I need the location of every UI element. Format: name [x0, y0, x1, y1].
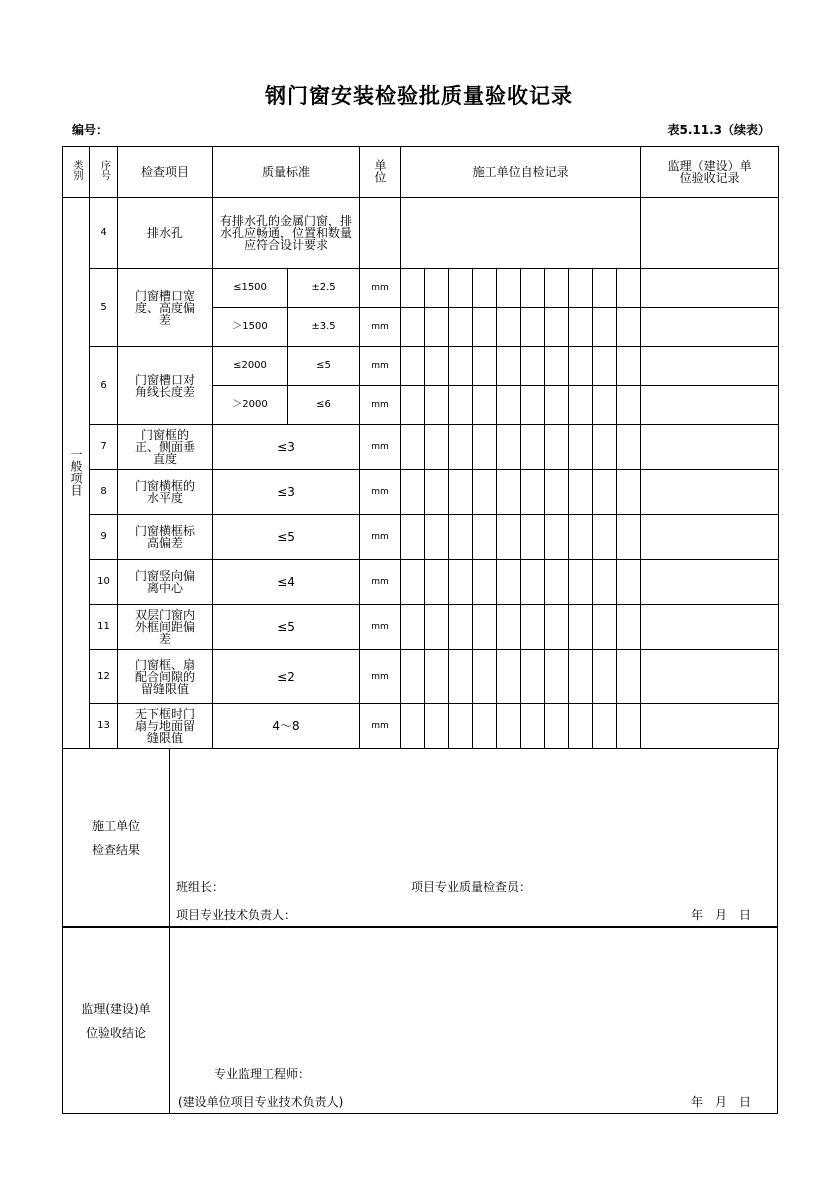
self-check-cell[interactable] — [473, 650, 497, 704]
self-check-cell[interactable] — [545, 515, 569, 560]
table-number: 表5.11.3（续表） — [667, 123, 770, 137]
self-check-cell[interactable] — [401, 704, 425, 749]
self-check-cell[interactable] — [521, 425, 545, 470]
self-check-cell[interactable] — [521, 269, 545, 308]
item-cell: 门窗竖向偏离中心 — [118, 560, 213, 605]
self-check-cell[interactable] — [593, 605, 617, 650]
self-check-cell[interactable] — [401, 560, 425, 605]
owner-rep-label: (建设单位项目专业技术负责人) — [178, 1095, 344, 1109]
seq-cell: 7 — [90, 425, 118, 470]
supervision-cell[interactable] — [641, 198, 779, 269]
self-check-cell[interactable] — [545, 269, 569, 308]
self-check-cell[interactable] — [449, 515, 473, 560]
self-check-cell[interactable] — [617, 470, 641, 515]
self-check-cell[interactable] — [473, 386, 497, 425]
unit-cell: mm — [360, 269, 401, 308]
self-check-cell[interactable] — [497, 470, 521, 515]
self-check-cell[interactable] — [425, 308, 449, 347]
item-cell: 无下框时门扇与地面留缝限值 — [118, 704, 213, 749]
seq-cell: 12 — [90, 650, 118, 704]
engineer-label: 专业监理工程师： — [214, 1067, 311, 1081]
self-check-cell[interactable] — [473, 347, 497, 386]
seq-cell: 11 — [90, 605, 118, 650]
standard-cell: ≤3 — [213, 470, 360, 515]
category-cell — [63, 198, 90, 749]
supervision-cell[interactable] — [641, 515, 779, 560]
self-check-cell[interactable] — [449, 269, 473, 308]
self-check-cell[interactable] — [425, 515, 449, 560]
table-row — [63, 605, 779, 650]
self-check-cell[interactable] — [497, 650, 521, 704]
supervision-cell[interactable] — [641, 704, 779, 749]
supervision-conclusion-label: 监理(建设)单 位验收结论 — [63, 928, 170, 1113]
self-check-cell[interactable] — [617, 560, 641, 605]
condition-cell: ＞2000 — [213, 386, 288, 425]
table-row — [63, 560, 779, 605]
self-check-cell[interactable] — [593, 425, 617, 470]
construction-result-label: 施工单位 检查结果 — [63, 749, 170, 926]
self-check-cell[interactable] — [497, 308, 521, 347]
condition-cell: ≤1500 — [213, 269, 288, 308]
self-check-cell[interactable] — [473, 515, 497, 560]
self-check-cell[interactable] — [569, 425, 593, 470]
self-check-cell[interactable] — [401, 425, 425, 470]
seq-cell: 9 — [90, 515, 118, 560]
unit-cell: mm — [360, 308, 401, 347]
self-check-cell[interactable] — [521, 515, 545, 560]
standard-cell: ≤5 — [213, 605, 360, 650]
self-check-cell[interactable] — [473, 425, 497, 470]
self-check-cell[interactable] — [473, 704, 497, 749]
self-check-cell[interactable] — [449, 308, 473, 347]
self-check-cell[interactable] — [593, 470, 617, 515]
self-check-cell[interactable] — [617, 425, 641, 470]
self-check-cell[interactable] — [569, 269, 593, 308]
self-check-cell[interactable] — [617, 308, 641, 347]
header-unit: 单位 — [360, 147, 401, 198]
self-check-cell[interactable] — [425, 605, 449, 650]
unit-cell — [360, 198, 401, 269]
standard-cell: ≤4 — [213, 560, 360, 605]
self-check-cell[interactable] — [401, 470, 425, 515]
supervision-cell[interactable] — [641, 386, 779, 425]
seq-cell: 13 — [90, 704, 118, 749]
self-check-cell[interactable] — [425, 269, 449, 308]
self-check-cell[interactable] — [497, 425, 521, 470]
self-check-cell[interactable] — [473, 269, 497, 308]
header-supervision: 监理（建设）单位验收记录 — [641, 147, 779, 198]
self-check-cell[interactable] — [401, 386, 425, 425]
self-check-cell[interactable] — [569, 515, 593, 560]
self-check-cell[interactable] — [449, 425, 473, 470]
self-check-cell[interactable] — [569, 650, 593, 704]
self-check-cell[interactable] — [569, 560, 593, 605]
self-check-cell[interactable] — [617, 347, 641, 386]
self-check-cell[interactable] — [521, 386, 545, 425]
self-check-cell[interactable] — [593, 386, 617, 425]
supervision-cell[interactable] — [641, 650, 779, 704]
table-row — [63, 347, 779, 386]
self-check-cell[interactable] — [617, 704, 641, 749]
table-row — [63, 425, 779, 470]
self-check-cell[interactable] — [473, 605, 497, 650]
tolerance-cell: ±2.5 — [288, 269, 360, 308]
category-label: 一般项目 — [69, 448, 83, 496]
self-check-cell[interactable] — [449, 560, 473, 605]
table-row — [63, 515, 779, 560]
supervision-conclusion-section — [62, 927, 778, 1114]
self-check-cell[interactable] — [401, 198, 641, 269]
self-check-cell[interactable] — [425, 560, 449, 605]
self-check-cell[interactable] — [401, 308, 425, 347]
self-check-cell[interactable] — [593, 650, 617, 704]
self-check-cell[interactable] — [545, 308, 569, 347]
supervision-cell[interactable] — [641, 308, 779, 347]
self-check-cell[interactable] — [569, 347, 593, 386]
condition-cell: ≤2000 — [213, 347, 288, 386]
self-check-cell[interactable] — [593, 347, 617, 386]
self-check-cell[interactable] — [545, 605, 569, 650]
standard-cell: ≤2 — [213, 650, 360, 704]
self-check-cell[interactable] — [473, 470, 497, 515]
supervision-cell[interactable] — [641, 605, 779, 650]
unit-cell: mm — [360, 560, 401, 605]
item-cell: 排水孔 — [118, 198, 213, 269]
unit-cell: mm — [360, 605, 401, 650]
unit-cell: mm — [360, 347, 401, 386]
self-check-cell[interactable] — [545, 704, 569, 749]
unit-cell: mm — [360, 650, 401, 704]
self-check-cell[interactable] — [545, 425, 569, 470]
standard-cell: 有排水孔的金属门窗，排水孔应畅通，位置和数量应符合设计要求 — [213, 198, 360, 269]
self-check-cell[interactable] — [425, 650, 449, 704]
header-seq: 序号 — [90, 147, 118, 198]
self-check-cell[interactable] — [425, 425, 449, 470]
header-row — [63, 147, 779, 198]
supervision-cell[interactable] — [641, 560, 779, 605]
tolerance-cell: ≤5 — [288, 347, 360, 386]
self-check-cell[interactable] — [521, 650, 545, 704]
self-check-cell[interactable] — [617, 515, 641, 560]
item-cell: 门窗横框标高偏差 — [118, 515, 213, 560]
self-check-cell[interactable] — [521, 308, 545, 347]
self-check-cell[interactable] — [497, 704, 521, 749]
standard-cell: ≤5 — [213, 515, 360, 560]
header-standard: 质量标准 — [213, 147, 360, 198]
construction-result-section — [62, 748, 778, 927]
item-cell: 门窗框、扇配合间隙的留缝限值 — [118, 650, 213, 704]
header-item: 检查项目 — [118, 147, 213, 198]
self-check-cell[interactable] — [593, 515, 617, 560]
supervision-cell[interactable] — [641, 269, 779, 308]
self-check-cell[interactable] — [425, 704, 449, 749]
self-check-cell[interactable] — [569, 605, 593, 650]
self-check-cell[interactable] — [449, 605, 473, 650]
unit-cell: mm — [360, 386, 401, 425]
self-check-cell[interactable] — [569, 308, 593, 347]
supervision-cell[interactable] — [641, 470, 779, 515]
item-cell: 门窗横框的水平度 — [118, 470, 213, 515]
standard-cell: 4～8 — [213, 704, 360, 749]
self-check-cell[interactable] — [521, 704, 545, 749]
standard-cell: ≤3 — [213, 425, 360, 470]
self-check-cell[interactable] — [593, 704, 617, 749]
unit-cell: mm — [360, 515, 401, 560]
self-check-cell[interactable] — [545, 347, 569, 386]
code-label: 编号： — [72, 123, 109, 137]
self-check-cell[interactable] — [497, 269, 521, 308]
construction-date: 年 月 日 — [691, 908, 752, 922]
team-leader-label: 班组长： — [176, 880, 225, 894]
seq-cell: 5 — [90, 269, 118, 347]
self-check-cell[interactable] — [569, 704, 593, 749]
tolerance-cell: ±3.5 — [288, 308, 360, 347]
self-check-cell[interactable] — [497, 605, 521, 650]
table-row — [63, 650, 779, 704]
self-check-cell[interactable] — [449, 470, 473, 515]
self-check-cell[interactable] — [473, 560, 497, 605]
self-check-cell[interactable] — [617, 650, 641, 704]
inspection-table — [62, 146, 779, 749]
supervision-date: 年 月 日 — [691, 1095, 752, 1109]
header-category: 类别 — [63, 147, 90, 198]
self-check-cell[interactable] — [401, 605, 425, 650]
item-cell: 双层门窗内外框间距偏差 — [118, 605, 213, 650]
self-check-cell[interactable] — [425, 470, 449, 515]
self-check-cell[interactable] — [569, 386, 593, 425]
page-title: 钢门窗安装检验批质量验收记录 — [265, 84, 573, 108]
self-check-cell[interactable] — [569, 470, 593, 515]
self-check-cell[interactable] — [497, 560, 521, 605]
self-check-cell[interactable] — [545, 650, 569, 704]
self-check-cell[interactable] — [401, 650, 425, 704]
self-check-cell[interactable] — [617, 605, 641, 650]
table-row — [63, 269, 779, 308]
self-check-cell[interactable] — [545, 470, 569, 515]
self-check-cell[interactable] — [497, 515, 521, 560]
item-cell: 门窗框的正、侧面垂直度 — [118, 425, 213, 470]
self-check-cell[interactable] — [593, 269, 617, 308]
self-check-cell[interactable] — [473, 308, 497, 347]
quality-inspector-label: 项目专业质量检查员： — [411, 880, 532, 894]
tolerance-cell: ≤6 — [288, 386, 360, 425]
self-check-cell[interactable] — [521, 605, 545, 650]
self-check-cell[interactable] — [449, 347, 473, 386]
item-cell: 门窗槽口宽度、高度偏差 — [118, 269, 213, 347]
item-cell: 门窗槽口对角线长度差 — [118, 347, 213, 425]
self-check-cell[interactable] — [497, 347, 521, 386]
self-check-cell[interactable] — [449, 650, 473, 704]
self-check-cell[interactable] — [617, 269, 641, 308]
header-self-check: 施工单位自检记录 — [401, 147, 641, 198]
table-row — [63, 704, 779, 749]
self-check-cell[interactable] — [449, 704, 473, 749]
self-check-cell[interactable] — [449, 386, 473, 425]
supervision-cell[interactable] — [641, 425, 779, 470]
self-check-cell[interactable] — [401, 347, 425, 386]
self-check-cell[interactable] — [425, 386, 449, 425]
tech-lead-label: 项目专业技术负责人： — [176, 908, 297, 922]
seq-cell: 4 — [90, 198, 118, 269]
condition-cell: ＞1500 — [213, 308, 288, 347]
self-check-cell[interactable] — [545, 560, 569, 605]
self-check-cell[interactable] — [617, 386, 641, 425]
self-check-cell[interactable] — [593, 560, 617, 605]
unit-cell: mm — [360, 704, 401, 749]
unit-cell: mm — [360, 425, 401, 470]
table-row — [63, 470, 779, 515]
self-check-cell[interactable] — [521, 470, 545, 515]
unit-cell: mm — [360, 470, 401, 515]
self-check-cell[interactable] — [425, 347, 449, 386]
seq-cell: 10 — [90, 560, 118, 605]
self-check-cell[interactable] — [401, 269, 425, 308]
self-check-cell[interactable] — [545, 386, 569, 425]
supervision-cell[interactable] — [641, 347, 779, 386]
self-check-cell[interactable] — [401, 515, 425, 560]
table-row — [63, 198, 779, 269]
self-check-cell[interactable] — [521, 560, 545, 605]
seq-cell: 6 — [90, 347, 118, 425]
self-check-cell[interactable] — [497, 386, 521, 425]
self-check-cell[interactable] — [593, 308, 617, 347]
self-check-cell[interactable] — [521, 347, 545, 386]
seq-cell: 8 — [90, 470, 118, 515]
